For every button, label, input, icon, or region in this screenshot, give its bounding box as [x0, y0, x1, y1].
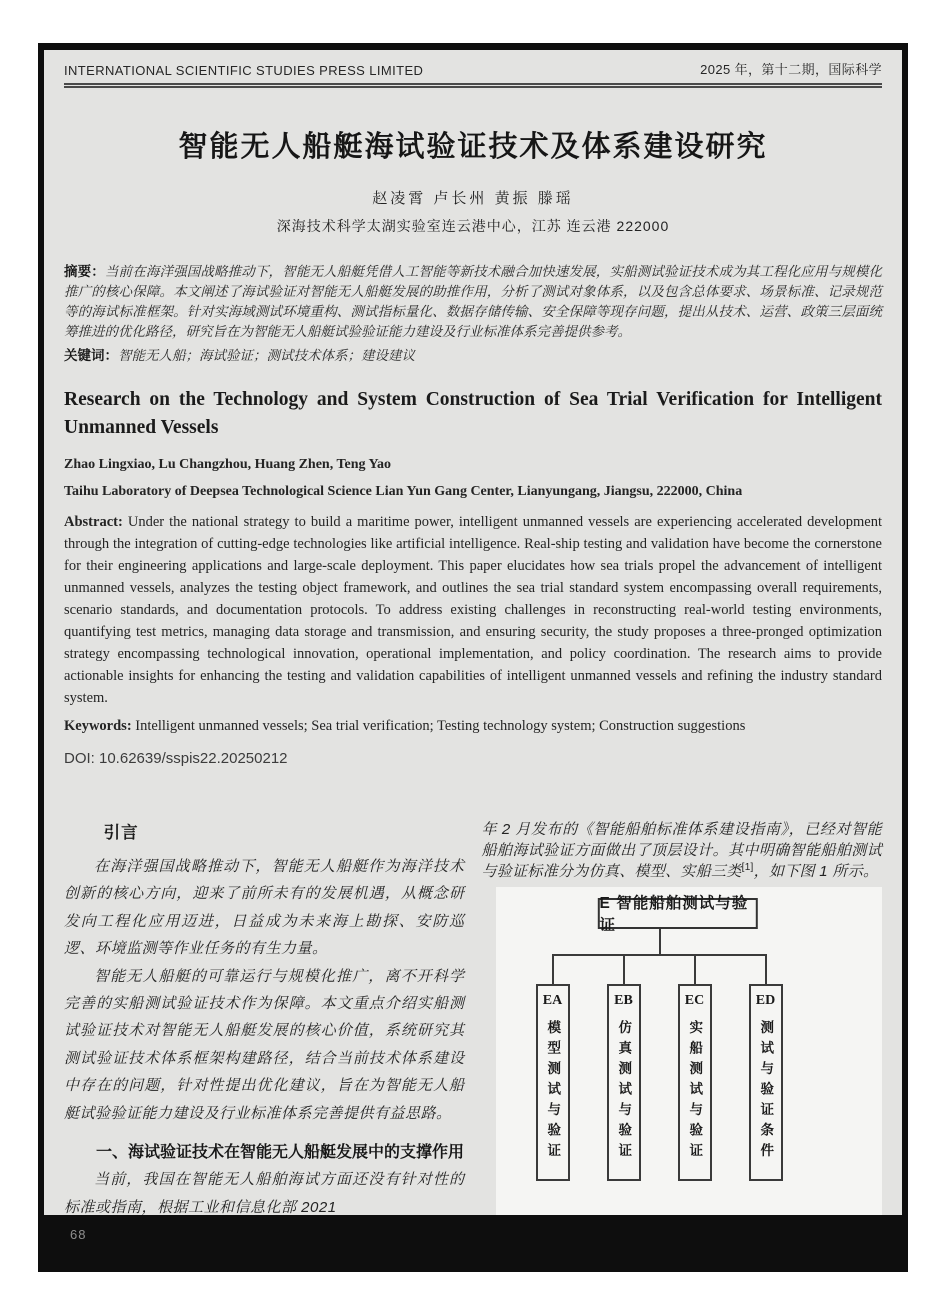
authors-en: Zhao Lingxiao, Lu Changzhou, Huang Zhen, Teng Yao — [64, 456, 392, 472]
keywords-en-text: Intelligent unmanned vessels; Sea trial verification; Testing technology system; Construction suggestions — [135, 717, 746, 734]
diagram-node-ec-label: 实船测试与验证 — [687, 1019, 703, 1164]
section1-paragraph-right-tail: ，如下图 1 所示。 — [753, 863, 879, 881]
abstract-zh — [64, 262, 882, 342]
diagram-node-ec-code: EC — [684, 992, 705, 1008]
keywords-zh-text: 智能无人船；海试验证；测试技术体系；建设建议 — [118, 347, 415, 363]
section1-paragraph-right-text: 年 2 月发布的《智能船舶标准体系建设指南》，已经对智能船舶海试验证方面做出了顶层设计。其中明确智能船舶测试与验证标准分为仿真、模型、实船三类 — [481, 820, 882, 881]
abstract-en-text: Under the national strategy to build a maritime power, intelligent unmanned vessels are experiencing accelerated development through the integration of cutting-edge technologies like artificial intelligence. Real-ship testing and validation have become the cornerstone for their engineering applications and large-scale deployment. This paper elucidates how sea trials propel the advancement of intelligent unmanned vessels, analyzes the testing object framework, and outlines the sea trial standard system encompassing overall requirements, scenario standards, and documentation protocols. To address existing challenges in reconstructing real-world testing environments, quantifying test metrics, managing data storage and transmission, and ensuring security, the study proposes a three-pronged optimization strategy encompassing technological innovation, operational implementation, and policy coordination. The research aims to provide actionable insights for enhancing the testing and validation capabilities of intelligent unmanned vessels and refining the industry standard system. — [64, 513, 883, 706]
affiliation-en: Taihu Laboratory of Deepsea Technological Science Lian Yun Gang Center, Lianyungang, Jiangsu, 222000, China — [64, 483, 743, 499]
diagram-node-eb — [607, 984, 641, 1181]
diagram-horizontal-line — [552, 954, 767, 956]
page-number: 68 — [70, 1227, 87, 1242]
citation-ref-1: [1] — [741, 862, 754, 874]
keywords-en — [64, 718, 882, 735]
affiliation-zh: 深海技术科学太湖实验室连云港中心，江苏 连云港 222000 — [276, 218, 670, 234]
diagram-node-ed-code: ED — [755, 992, 776, 1008]
diagram-node-ec — [678, 984, 712, 1181]
diagram-node-ed-label: 测试与验证条件 — [758, 1019, 774, 1164]
right-column — [482, 819, 883, 1215]
publisher-name: INTERNATIONAL SCIENTIFIC STUDIES PRESS LIMITED — [64, 63, 424, 78]
diagram-drop-line-4 — [765, 954, 767, 984]
abstract-zh-text: 当前在海洋强国战略推动下，智能无人船艇凭借人工智能等新技术融合加快速发展，实船测试验证技术成为其工程化应用与规模化推广的核心保障。本文阐述了海试验证对智能无人船艇发展的助推作用，分析了测试对象体系，以及包含总体要求、场景标准、记录规范等的海试标准框架。针对实海域测试环境重构、测试指标量化、数据存储传输、安全保障等现存问题，提出从技术、运营、政策三层面统筹推进的优化路径，研究旨在为智能无人船艇试验验证能力建设及行业标准体系完善提供参考。 — [64, 264, 883, 339]
paper-area — [44, 50, 902, 1215]
intro-heading: 引言 — [103, 823, 139, 842]
header-double-rule — [64, 83, 882, 88]
authors-zh: 赵凌霄 卢长州 黄振 滕瑶 — [372, 190, 574, 207]
journal-header — [64, 50, 882, 78]
intro-paragraph-1: 在海洋强国战略推动下，智能无人船艇作为海洋技术创新的核心方向，迎来了前所未有的发展机遇，从概念研发向工程化应用迈进，日益成为未来海上勘探、安防巡逻、环境监测等作业任务的有生力量。 — [64, 857, 465, 958]
keywords-en-label: Keywords: — [64, 717, 132, 734]
intro-paragraph-2: 智能无人船艇的可靠运行与规模化推广，离不开科学完善的实船测试验证技术作为保障。本文重点介绍实船测试验证技术对智能无人船艇发展的核心价值，系统研究其测试验证技术体系框架构建路径，结合当前技术体系建设中存在的问题，针对性提出优化建议，旨在为智能无人船艇试验验证能力建设及行业标准体系完善提供有益思路。 — [64, 967, 465, 1122]
doi: DOI: 10.62639/sspis22.20250212 — [64, 749, 288, 767]
left-column — [64, 819, 465, 1215]
section1-paragraph-left: 当前，我国在智能无人船舶海试方面还没有针对性的标准或指南，根据工业和信息化部 2021 — [64, 1171, 465, 1215]
article-title-zh: 智能无人船艇海试验证技术及体系建设研究 — [178, 131, 768, 163]
diagram-node-ea-code: EA — [542, 992, 563, 1008]
keywords-zh-label: 关键词： — [64, 347, 118, 363]
diagram-drop-line-3 — [694, 954, 696, 984]
scan-bottom-band — [44, 1215, 902, 1272]
diagram-stem-line — [659, 929, 661, 954]
diagram-drop-line-1 — [552, 954, 554, 984]
abstract-en-label: Abstract: — [64, 513, 123, 530]
abstract-zh-label: 摘要： — [64, 264, 105, 279]
issue-info: 2025 年，第十二期，国际科学 — [700, 62, 882, 77]
figure-1-diagram — [496, 887, 883, 1215]
diagram-root-node: E 智能船舶测试与验证 — [598, 898, 758, 929]
diagram-node-eb-label: 仿真测试与验证 — [616, 1019, 632, 1164]
section1-paragraph-right — [482, 819, 883, 883]
diagram-node-ed — [749, 984, 783, 1181]
abstract-en — [64, 511, 882, 709]
article-title-en: Research on the Technology and System Construction of Sea Trial Verification for Intelligent Unmanned Vessels — [64, 389, 882, 438]
keywords-zh — [64, 346, 882, 366]
diagram-node-ea-label: 模型测试与验证 — [545, 1019, 561, 1164]
section1-heading: 一、海试验证技术在智能无人船艇发展中的支撑作用 — [96, 1144, 465, 1162]
scanned-page — [38, 43, 908, 1272]
diagram-drop-line-2 — [623, 954, 625, 984]
diagram-node-eb-code: EB — [614, 992, 633, 1008]
diagram-node-ea — [536, 984, 570, 1181]
two-column-body — [64, 819, 882, 1215]
